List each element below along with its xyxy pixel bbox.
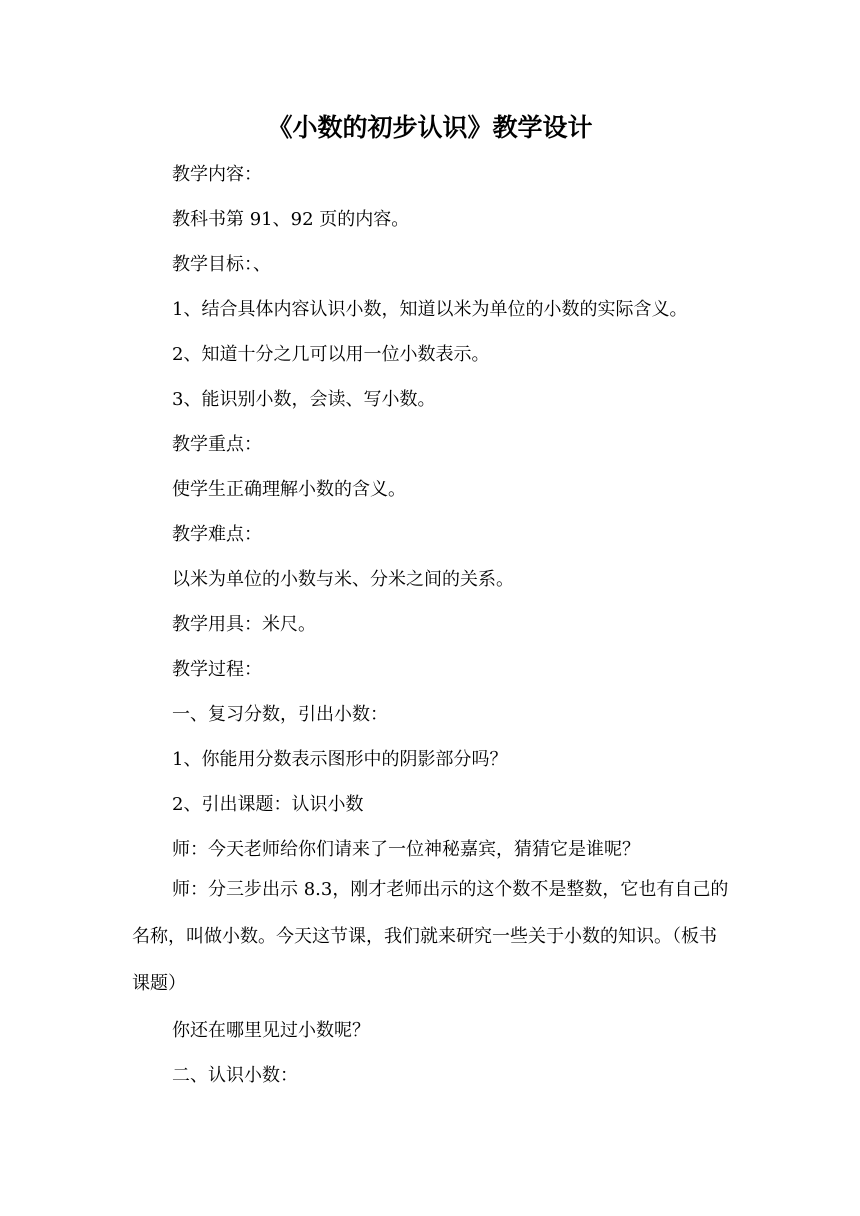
multi-line-paragraph xyxy=(132,866,732,1007)
text-line: 教学内容： xyxy=(172,164,262,185)
section-heading: 教学重点： xyxy=(172,434,262,455)
text-line: 师：今天老师给你们请来了一位神秘嘉宾，猜猜它是谁呢？ xyxy=(172,839,640,860)
text-line: 使学生正确理解小数的含义。 xyxy=(172,479,406,500)
text-line: 2、引出课题：认识小数 xyxy=(172,794,364,815)
text-line: 教科书第 91、92 页的内容。 xyxy=(172,209,410,230)
text-line: 3、能识别小数，会读、写小数。 xyxy=(172,389,436,410)
section-heading: 教学过程： xyxy=(172,659,262,680)
text-line: 1、你能用分数表示图形中的阴影部分吗？ xyxy=(172,749,508,770)
paragraph-text: 师：分三步出示 8.3，刚才老师出示的这个数不是整数，它也有自己的名称，叫做小数。今天这节课，我们就来研究一些关于小数的知识。（板书课题） xyxy=(132,879,729,994)
text-line: 2、知道十分之几可以用一位小数表示。 xyxy=(172,344,490,365)
text-line: 一、复习分数，引出小数： xyxy=(172,704,388,725)
text-line: 二、认识小数： xyxy=(172,1065,298,1086)
text-line: 1、结合具体内容认识小数，知道以米为单位的小数的实际含义。 xyxy=(172,299,688,320)
text-line: 教学用具：米尺。 xyxy=(172,614,316,635)
document-title: 《小数的初步认识》教学设计 xyxy=(267,113,593,142)
text-line: 你还在哪里见过小数呢？ xyxy=(172,1020,370,1041)
text-line: 以米为单位的小数与米、分米之间的关系。 xyxy=(172,569,514,590)
section-heading: 教学难点： xyxy=(172,524,262,545)
text-line: 教学目标：、 xyxy=(172,254,271,275)
